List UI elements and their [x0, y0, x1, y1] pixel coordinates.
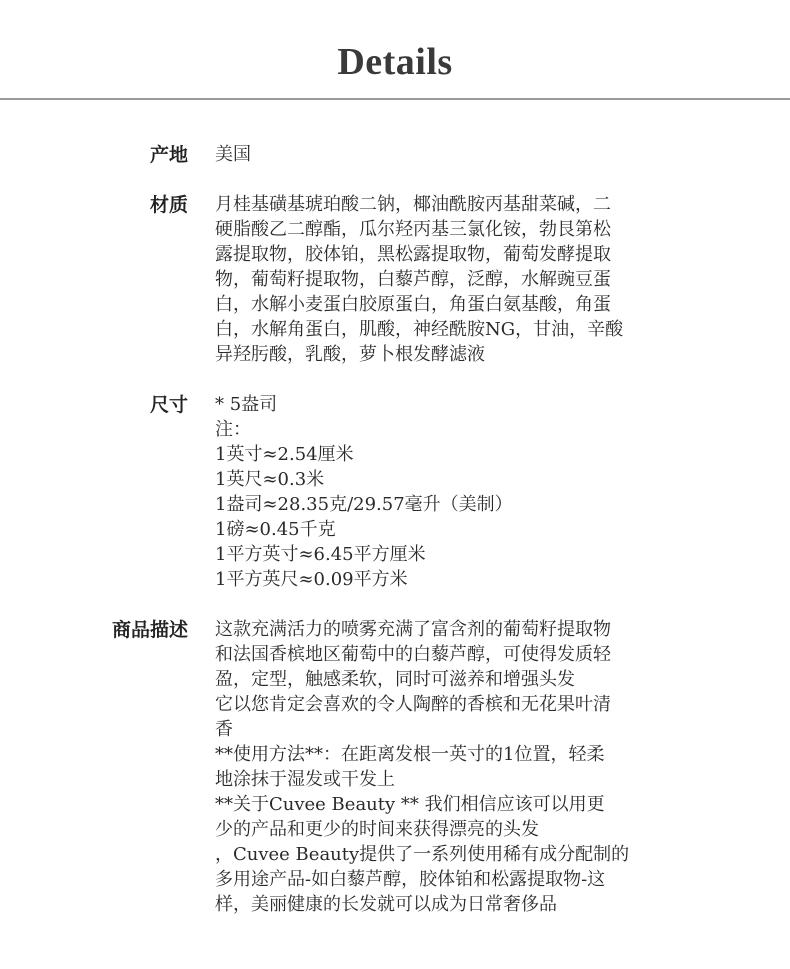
- size-line: 1英尺≈0.3米: [215, 469, 325, 490]
- description-value: [215, 617, 681, 917]
- detail-row-material: [0, 192, 790, 367]
- origin-line: 美国: [215, 144, 251, 165]
- description-line: **关于Cuvee Beauty ** 我们相信应该可以用更: [215, 794, 605, 815]
- description-line: ，Cuvee Beauty提供了一系列使用稀有成分配制的: [215, 844, 630, 865]
- page-title: Details: [337, 41, 453, 83]
- material-line: 硬脂酸乙二醇酯，瓜尔羟丙基三氯化铵，勃艮第松: [215, 219, 611, 240]
- size-value: [215, 392, 681, 592]
- description-line: **使用方法**：在距离发根一英寸的1位置，轻柔: [215, 744, 605, 765]
- material-line: 白，水解小麦蛋白胶原蛋白，角蛋白氨基酸，角蛋: [215, 294, 611, 315]
- material-line: 物，葡萄籽提取物，白藜芦醇，泛醇，水解豌豆蛋: [215, 269, 611, 290]
- description-label: 商品描述: [111, 619, 188, 641]
- description-line: 少的产品和更少的时间来获得漂亮的头发: [215, 819, 539, 840]
- origin-value: [215, 142, 681, 167]
- size-line: * 5盎司: [215, 394, 278, 415]
- description-line: 样，美丽健康的长发就可以成为日常奢侈品: [215, 894, 557, 915]
- description-line: 香: [215, 719, 233, 740]
- description-line: 盈，定型，触感柔软，同时可滋养和增强头发: [215, 669, 575, 690]
- size-line: 1盎司≈28.35克/29.57毫升（美制）: [215, 494, 513, 515]
- size-line: 1英寸≈2.54厘米: [215, 444, 354, 465]
- details-list: [0, 142, 790, 942]
- size-label: 尺寸: [149, 394, 188, 416]
- description-line: 多用途产品-如白藜芦醇，胶体铂和松露提取物-这: [215, 869, 606, 890]
- size-line: 1平方英尺≈0.09平方米: [215, 569, 408, 590]
- material-line: 月桂基磺基琥珀酸二钠，椰油酰胺丙基甜菜碱，二: [215, 194, 611, 215]
- page-header: [0, 0, 790, 100]
- detail-row-size: [0, 392, 790, 592]
- material-line: 露提取物，胶体铂，黑松露提取物，葡萄发酵提取: [215, 244, 611, 265]
- size-line: 1磅≈0.45千克: [215, 519, 336, 540]
- detail-row-origin: [0, 142, 790, 167]
- material-value: [215, 192, 681, 367]
- description-line: 它以您肯定会喜欢的令人陶醉的香槟和无花果叶清: [215, 694, 611, 715]
- material-label: 材质: [149, 194, 188, 216]
- material-line: 异羟肟酸，乳酸，萝卜根发酵滤液: [215, 344, 485, 365]
- description-line: 地涂抹于湿发或干发上: [215, 769, 395, 790]
- detail-row-description: [0, 617, 790, 917]
- origin-label: 产地: [149, 144, 188, 166]
- size-line: 1平方英寸≈6.45平方厘米: [215, 544, 426, 565]
- description-line: 这款充满活力的喷雾充满了富含剂的葡萄籽提取物: [215, 619, 611, 640]
- description-line: 和法国香槟地区葡萄中的白藜芦醇，可使得发质轻: [215, 644, 611, 665]
- material-line: 白，水解角蛋白，肌酸，神经酰胺NG，甘油，辛酸: [215, 319, 624, 340]
- size-line: 注：: [215, 419, 251, 440]
